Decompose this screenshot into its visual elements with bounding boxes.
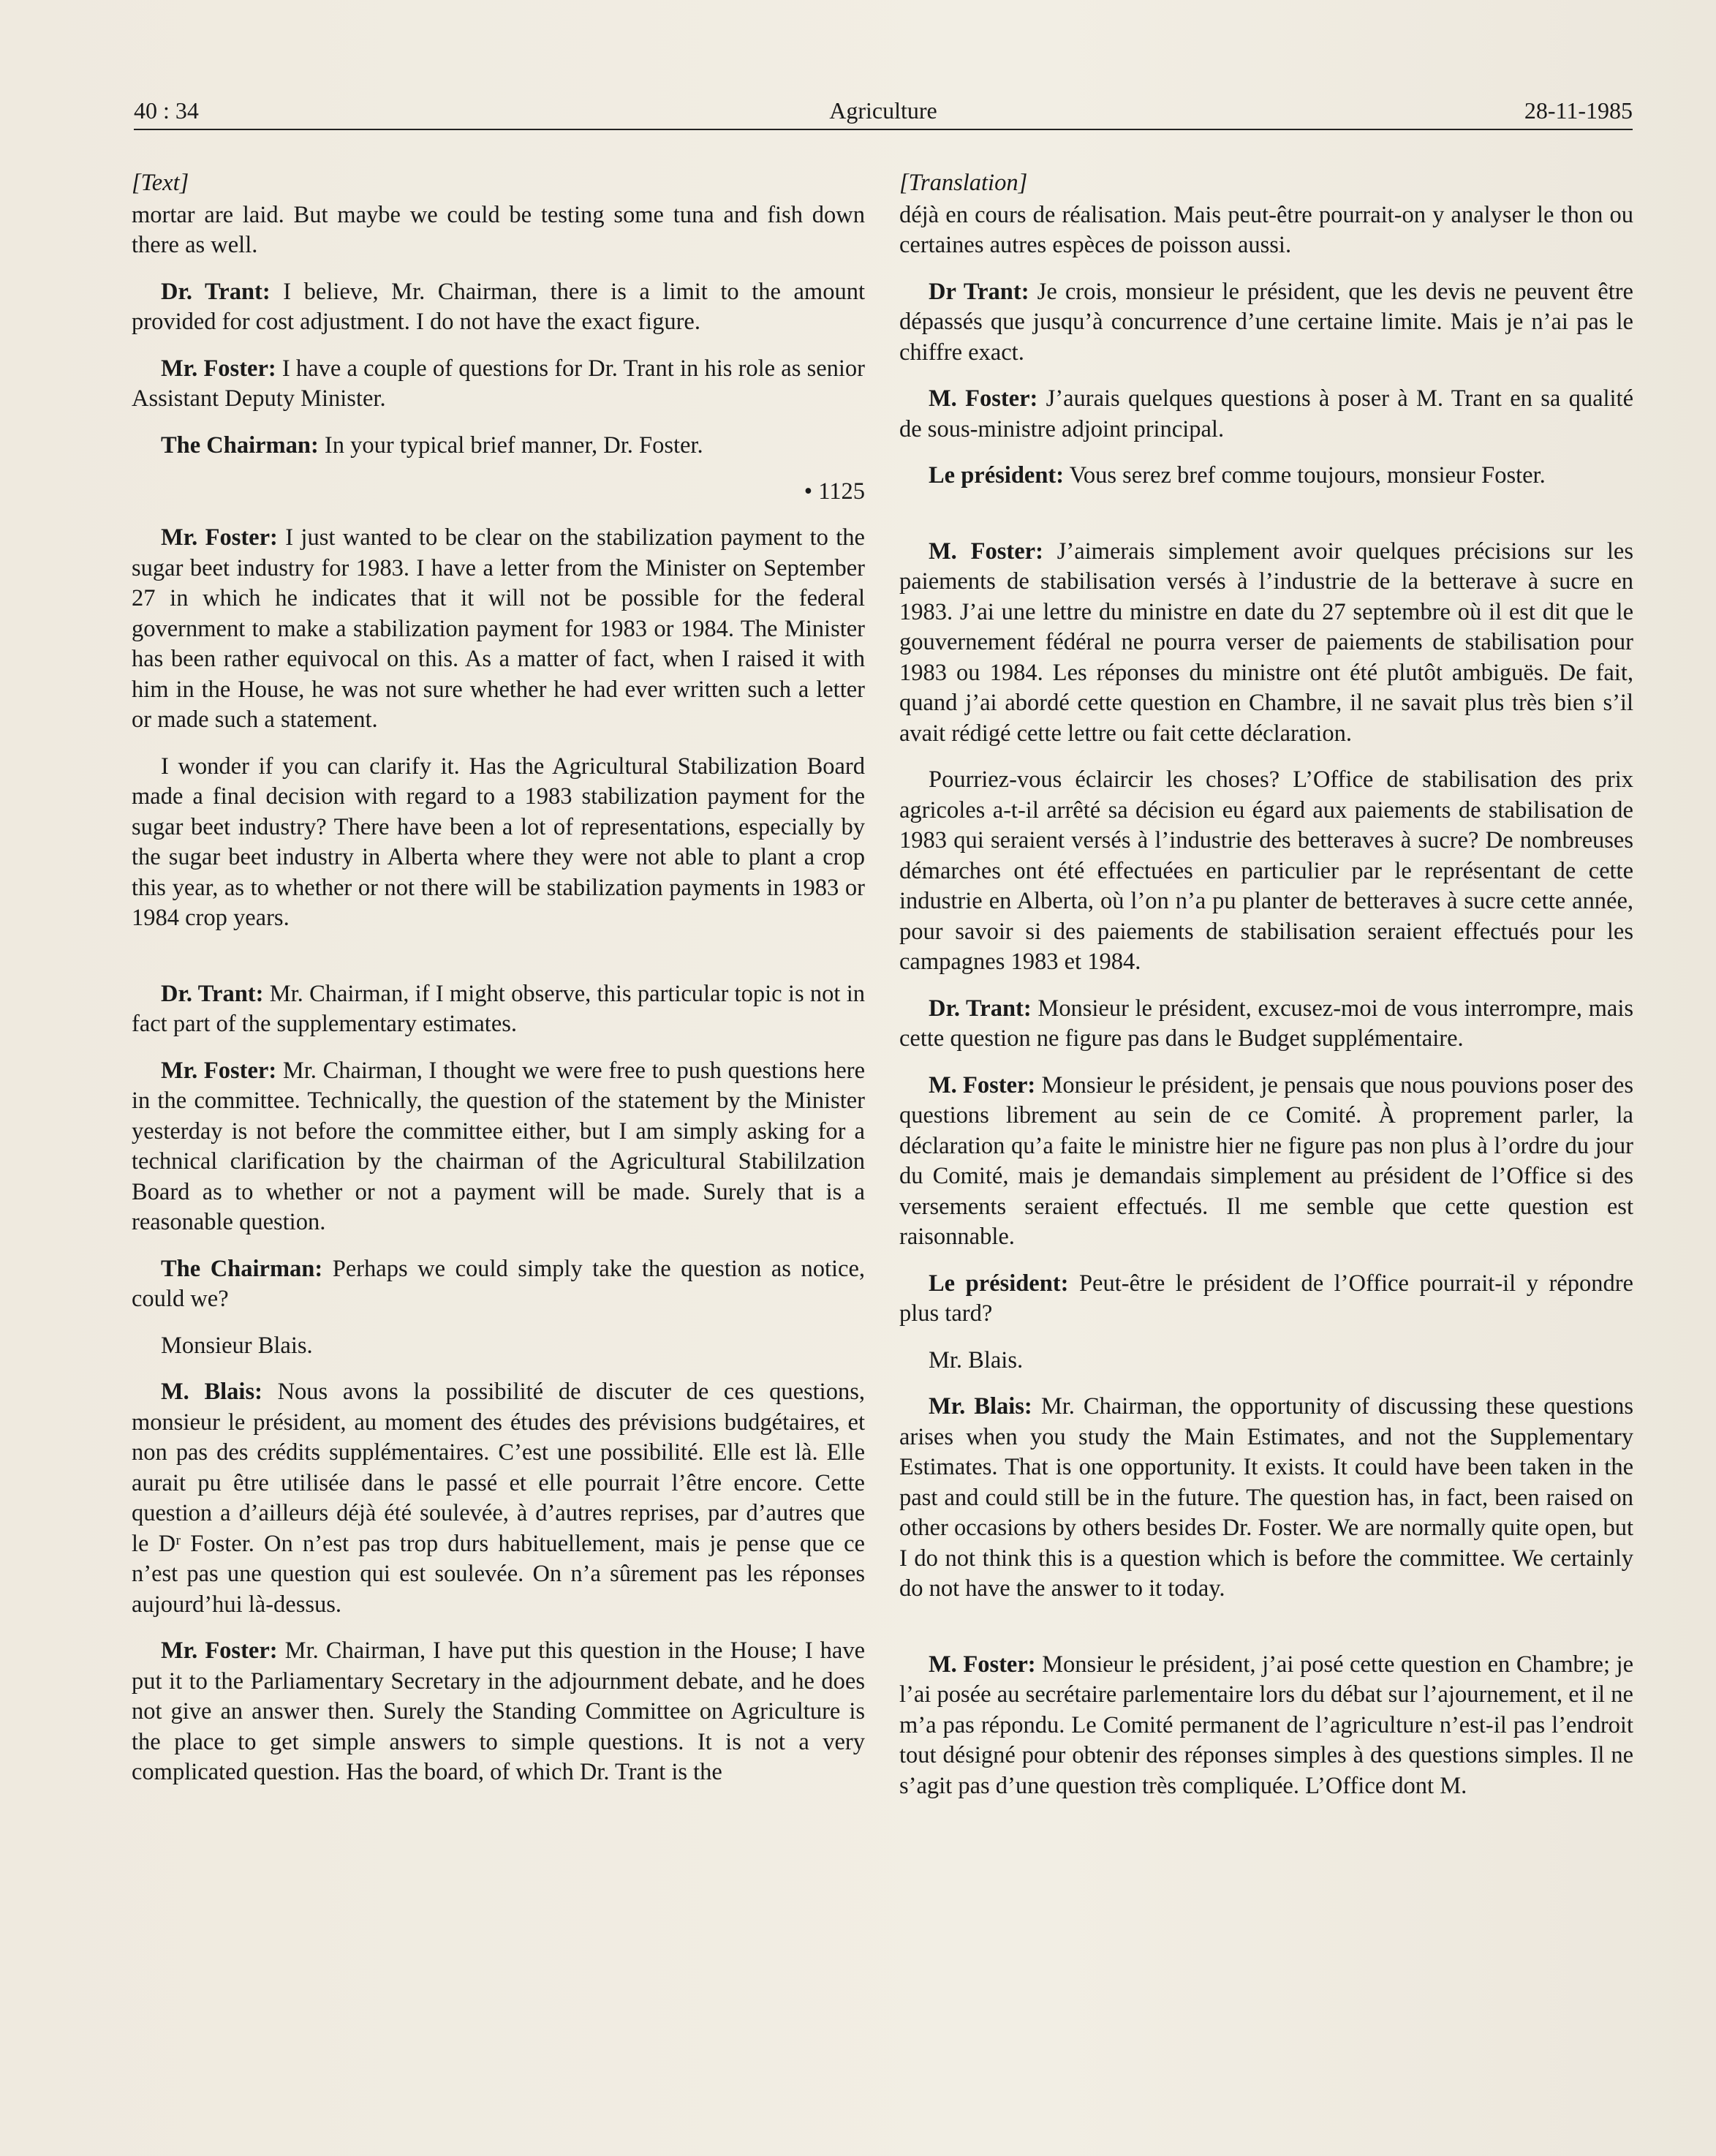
speech-paragraph	[132, 354, 865, 415]
paragraph: déjà en cours de réalisation. Mais peut-être pourrait-on y analyser le thon ou certaines autres espèces de poisson aussi.	[899, 201, 1633, 258]
speech-paragraph	[132, 1056, 865, 1238]
speaker-name: Mr. Foster:	[161, 1637, 278, 1664]
speech-paragraph	[899, 537, 1633, 750]
speech-paragraph	[132, 1377, 865, 1620]
header-rule	[134, 129, 1633, 130]
language-label: [Text]	[132, 170, 189, 196]
speech-text: Peut-être le président de l’Office pourrait-il y répondre plus tard?	[899, 1270, 1633, 1327]
spacer	[899, 1621, 1633, 1650]
speaker-name: M. Foster:	[929, 538, 1043, 565]
speech-text: I just wanted to be clear on the stabilization payment to the sugar beet industry for 1983. I have a letter from the Minister on September 27 in which he indicates that it will not be possible for the federal government to make a stabilization payment for 1983 or 1984. The Minister has been rather equivocal on this. As a matter of fact, when I raised it with him in the House, he was not sure whether he had ever written such a letter or made such a statement.	[132, 524, 865, 733]
speaker-name: Mr. Foster:	[161, 524, 278, 551]
speaker-name: Dr. Trant:	[161, 980, 264, 1007]
speech-paragraph	[899, 994, 1633, 1055]
language-label: [Translation]	[899, 170, 1028, 196]
left-column	[132, 168, 865, 1804]
page-date: 28-11-1985	[1524, 97, 1633, 124]
paragraph: Monsieur Blais.	[161, 1332, 313, 1359]
speech-paragraph	[132, 523, 865, 736]
speaker-name: Le président:	[929, 462, 1065, 489]
speaker-name: Dr. Trant:	[161, 278, 271, 305]
speaker-name: M. Foster:	[929, 1071, 1036, 1098]
speech-paragraph	[899, 1650, 1633, 1802]
speech-text: J’aurais quelques questions à poser à M. Trant en sa qualité de sous-ministre adjoint principal.	[899, 385, 1634, 442]
speaker-name: The Chairman:	[161, 431, 319, 459]
time-marker: • 1125	[804, 478, 865, 505]
speech-text: Perhaps we could simply take the question as notice, could we?	[132, 1255, 865, 1312]
speech-text: Mr. Chairman, if I might observe, this particular topic is not in fact part of the supplementary estimates.	[132, 980, 865, 1037]
right-column	[899, 168, 1633, 1817]
speech-text: In your typical brief manner, Dr. Foster.	[318, 431, 703, 459]
speaker-name: Dr Trant:	[929, 278, 1029, 305]
paragraph: mortar are laid. But maybe we could be testing some tuna and fish down there as well.	[132, 201, 865, 258]
page-title: Agriculture	[829, 97, 937, 124]
speech-text: Nous avons la possibilité de discuter de ces questions, monsieur le président, au moment des études des prévisions budgétaires, et non pas des crédits supplémentaires. C’est une possibilité. Elle est là. Elle aurait pu être utilisée dans le passé et elle pourrait l’être encore. Cette question a d’ailleurs déjà été soulevée, à d’autres reprises, par d’autres que le Dʳ Foster. On n’est pas trop durs habituellement, mais je pense que ce n’est pas une question qui est soulevée. On n’a sûrement pas les réponses aujourd’hui là-dessus.	[132, 1379, 865, 1618]
speaker-name: Mr. Foster:	[161, 355, 276, 382]
speaker-name: M. Blais:	[161, 1379, 262, 1405]
speech-paragraph	[132, 1254, 865, 1315]
speech-text: Je crois, monsieur le président, que les devis ne peuvent être dépassés que jusqu’à concurrence d’une certaine limite. Mais je n’ai pas le chiffre exact.	[899, 278, 1633, 366]
speech-paragraph	[899, 1392, 1633, 1605]
speech-paragraph	[132, 979, 865, 1040]
speaker-name: Mr. Blais:	[929, 1393, 1032, 1420]
speech-text: I believe, Mr. Chairman, there is a limit to the amount provided for cost adjustment. I do not have the exact figure.	[132, 278, 865, 335]
speech-text: Mr. Chairman, the opportunity of discussing these questions arises when you study the Main Estimates, and not the Supplementary Estimates. That is one opportunity. It exists. It could have been taken in the past and could still be in the future. The question has, in fact, been raised on other occasions by others besides Dr. Foster. We are normally quite open, but I do not think this is a question which is before the committee. We certainly do not have the answer to it today.	[899, 1393, 1633, 1602]
speaker-name: Le président:	[929, 1270, 1069, 1297]
speech-text: I have a couple of questions for Dr. Trant in his role as senior Assistant Deputy Minister.	[132, 355, 865, 412]
speech-paragraph	[899, 384, 1633, 445]
speaker-name: The Chairman:	[161, 1255, 323, 1282]
speech-text: Monsieur le président, j’ai posé cette question en Chambre; je l’ai posée au secrétaire parlementaire lors du débat sur l’ajournement, et il ne m’a pas répondu. Le Comité permanent de l’agriculture n’est-il pas l’endroit tout désigné pour obtenir des réponses simples à des questions simples. Il ne s’agit pas d’une question très compliquée. L’Office dont M.	[899, 1651, 1634, 1799]
paragraph: Pourriez-vous éclaircir les choses? L’Office de stabilisation des prix agricoles a-t-il arrêté sa décision eu égard aux paiements de stabilisation de 1983 qui seraient versés à l’industrie des betteraves à sucre? De nombreuses démarches ont été effectuées en particulier par le représentant de cette industrie en Alberta, où l’on n’a pu planter de betteraves à sucre cette année, pour savoir si des paiements de stabilisation seraient effectués pour les campagnes 1983 et 1984.	[899, 766, 1633, 975]
spacer	[132, 950, 865, 979]
speech-paragraph	[899, 1269, 1633, 1330]
speaker-name: Mr. Foster:	[161, 1057, 277, 1084]
speech-text: Monsieur le président, excusez-moi de vous interrompre, mais cette question ne figure pas dans le Budget supplémentaire.	[899, 995, 1633, 1052]
speech-text: Mr. Chairman, I have put this question in the House; I have put it to the Parliamentary Secretary in the adjournment debate, and he does not give an answer then. Surely the Standing Committee on Agriculture is the place to get simple answers to simple questions. It is not a very complicated question. Has the board, of which Dr. Trant is the	[132, 1637, 865, 1785]
paragraph: Mr. Blais.	[929, 1346, 1024, 1373]
page-header	[134, 92, 1633, 129]
speech-paragraph	[132, 431, 865, 461]
speaker-name: Dr. Trant:	[929, 995, 1032, 1022]
speech-paragraph	[899, 277, 1633, 369]
speech-paragraph	[899, 1071, 1633, 1253]
speech-text: Vous serez bref comme toujours, monsieur Foster.	[1064, 462, 1546, 489]
speech-paragraph	[132, 1636, 865, 1788]
spacer	[899, 508, 1633, 537]
speech-text: Mr. Chairman, I thought we were free to push questions here in the committee. Technically, the question of the statement by the Minister yesterday is not before the committee either, but I am simply asking for a technical clarification by the chairman of the Agricultural Stabililzation Board as to whether or not a payment will be made. Surely that is a reasonable question.	[132, 1057, 865, 1235]
speech-paragraph	[899, 461, 1633, 491]
speech-text: J’aimerais simplement avoir quelques précisions sur les paiements de stabilisation versés à l’industrie de la betterave à sucre en 1983. J’ai une lettre du ministre en date du 27 septembre où il est dit que le gouvernement fédéral ne pourra verser de paiements de stabilisation pour 1983 ou 1984. Les réponses du ministre ont été plutôt ambiguës. De fait, quand j’ai abordé cette question en Chambre, il ne savait plus très bien s’il avait rédigé cette lettre ou fait cette déclaration.	[899, 538, 1633, 747]
speech-text: Monsieur le président, je pensais que nous pouvions poser des questions librement au sein de ce Comité. À proprement parler, la déclaration qu’a faite le ministre hier ne figure pas non plus à l’ordre du jour du Comité, mais je demandais simplement au président de l’Office si des versements seraient effectués. Il me semble que cette question est raisonnable.	[899, 1071, 1633, 1250]
paragraph: I wonder if you can clarify it. Has the Agricultural Stabilization Board made a final decision with regard to a 1983 stabilization payment for the sugar beet industry? There have been a lot of representations, especially by the sugar beet industry in Alberta where they were not able to plant a crop this year, as to whether or not there will be stabilization payments in 1983 or 1984 crop years.	[132, 753, 865, 931]
speaker-name: M. Foster:	[929, 1651, 1036, 1678]
speech-paragraph	[132, 277, 865, 338]
speaker-name: M. Foster:	[929, 385, 1038, 412]
page-number: 40 : 34	[134, 97, 199, 124]
